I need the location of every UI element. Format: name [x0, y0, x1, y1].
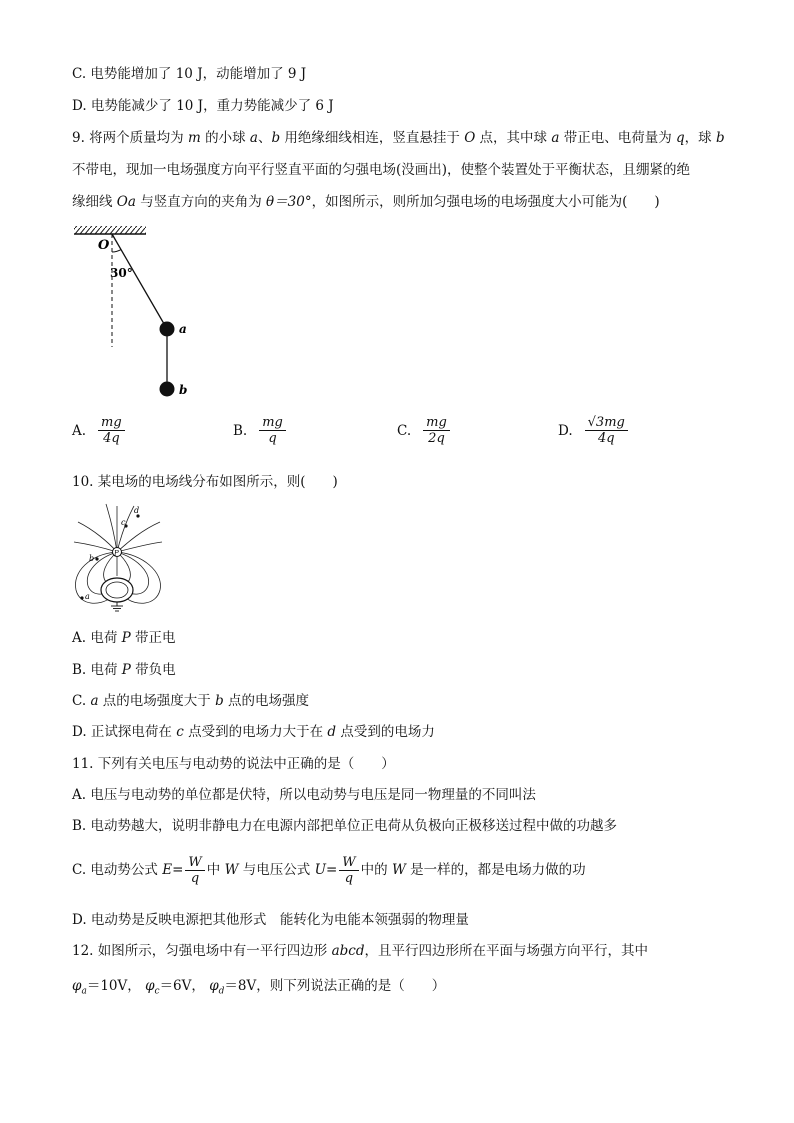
q9-option-d: D. $\frac{√3mg}{4q}$ — [558, 415, 630, 446]
thread-oa — [112, 234, 167, 329]
q9-option-b: B. $\frac{mg}{q}$ — [233, 415, 288, 446]
q11-option-d: D. 电动势是反映电源把其他形式 能转化为电能本领强弱的物理量 — [72, 912, 469, 928]
q10-stem: 10. 某电场的电场线分布如图所示，则( ) — [72, 474, 338, 490]
q8-option-d: D. 电势能减少了 10 J，重力势能减少了 6 J — [72, 98, 334, 114]
angle-arc — [112, 250, 121, 252]
q10-field-lines-figure — [70, 502, 166, 614]
label-a: a — [85, 592, 90, 601]
ceiling-hatch — [74, 226, 146, 234]
q9-stem-line1: 9. 将两个质量均为 m 的小球 a、b 用绝缘细线相连，竖直悬挂于 O 点，其中球 a 带正电、电荷量为 q，球 b — [72, 130, 725, 146]
label-o: O — [98, 238, 110, 253]
q9-option-a: A. $\frac{mg}{4q}$ — [72, 415, 127, 446]
q12-stem-line2: $\varphi_a=10V$， $\varphi_c=6V$， $\varphi_d=8V$，则下列说法正确的是（ ） — [72, 978, 446, 997]
q9-pendulum-figure — [70, 222, 210, 402]
q10-option-b: B. 电荷 P 带负电 — [72, 662, 176, 678]
q10-option-d: D. 正试探电荷在 c 点受到的电场力大于在 d 点受到的电场力 — [72, 724, 435, 740]
q10-option-a: A. 电荷 P 带正电 — [72, 630, 176, 646]
ball-a — [160, 322, 175, 337]
q12-stem-line1: 12. 如图所示，匀强电场中有一平行四边形 abcd，且平行四边形所在平面与场强方向平行，其中 — [72, 943, 648, 959]
label-a: a — [179, 322, 187, 336]
q9-stem-line3: 缘细线 Oa 与竖直方向的夹角为 θ＝30°，如图所示，则所加匀强电场的电场强度大小可能为( ) — [72, 194, 660, 210]
q8-option-c: C. 电势能增加了 10 J，动能增加了 9 J — [72, 66, 307, 82]
label-p: P — [114, 549, 119, 558]
q9-stem-line2: 不带电，现加一电场强度方向平行竖直平面的匀强电场(没画出)，使整个装置处于平衡状态，且绷紧的绝 — [72, 162, 691, 178]
label-c: c — [121, 518, 126, 527]
ball-b — [160, 382, 175, 397]
label-d: d — [134, 506, 140, 515]
q10-option-c: C. a 点的电场强度大于 b 点的电场强度 — [72, 693, 310, 709]
q11-option-c: C. 电动势公式 E= $\frac{W}{q}$ 中 W 与电压公式 U= $\frac{W}{q}$ 中的 W 是一样的，都是电场力做的功 — [72, 855, 586, 886]
q11-option-b: B. 电动势越大，说明非静电力在电源内部把单位正电荷从负极向正极移送过程中做的功越多 — [72, 818, 618, 834]
q9-option-c: C. $\frac{mg}{2q}$ — [397, 415, 452, 446]
label-angle: 30° — [110, 266, 133, 280]
q11-stem: 11. 下列有关电压与电动势的说法中正确的是（ ） — [72, 756, 395, 772]
label-b: b — [179, 383, 188, 397]
label-b: b — [89, 554, 95, 563]
q11-option-a: A. 电压与电动势的单位都是伏特，所以电动势与电压是同一物理量的不同叫法 — [72, 787, 536, 803]
